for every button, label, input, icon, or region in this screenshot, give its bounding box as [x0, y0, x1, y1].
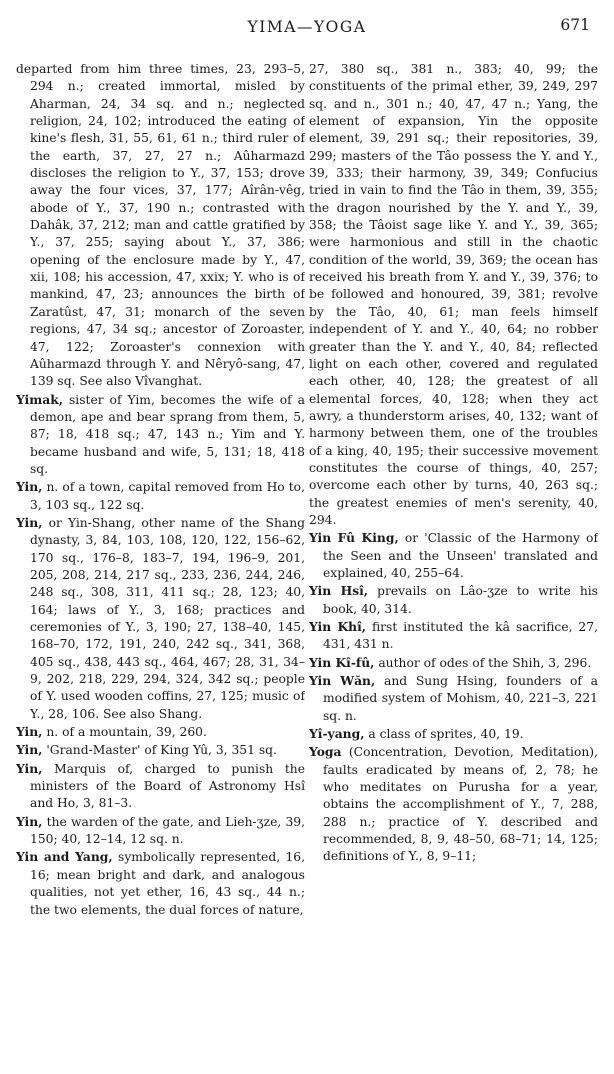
- index-columns: [16, 60, 598, 1060]
- index-entry: Yin and Yang, symbolically represented, 16, 16; mean bright and dark, and analogous qualities, not yet ether, 16, 43 sq., 44 n.; the two elements, the dual forces of nature,: [16, 849, 305, 917]
- index-entry: departed from him three times, 23, 293–5, 294 n.; created immortal, misled by Aharman, 24, 34 sq. and n.; neglected religion, 24, 102; introduced the eating of kine's flesh, 31, 55, 61, 61 n.; third ruler of the earth, 37, 27, 27 n.; Aûharmazd discloses the religion to Y., 37, 153; drove away the four vices, 37, 177; Aîrân-vêg, abode of Y., 37, 190 n.; contrasted with Dahâk, 37, 212; man and cattle gratified by Y., 37, 255; saying about Y., 37, 386; opening of the enclosure made by Y., 47, xii, 108; his accession, 47, xxix; Y. who is of mankind, 47, 23; announces the birth of Zaratûst, 47, 31; monarch of the seven regions, 47, 34 sq.; ancestor of Zoroaster, 47, 122; Zoroaster's connexion with Aûharmazd through Y. and Nêryô-sang, 47, 139 sq. See also Vîvanghat.: [16, 62, 305, 389]
- index-entry: Yin, n. of a town, capital removed from Ho to, 3, 103 sq., 122 sq.: [16, 479, 305, 512]
- running-title: YIMA—YOGA: [247, 18, 367, 36]
- index-entry: Yin Khî, first instituted the kâ sacrifice, 27, 431, 431 n.: [309, 619, 598, 652]
- index-entry: Yin Kî-fû, author of odes of the Shih, 3, 296.: [309, 654, 592, 670]
- right-column: [309, 60, 598, 1060]
- index-entry: Yin Hsî, prevails on Lâo-ʒze to write his book, 40, 314.: [309, 583, 598, 616]
- index-entry: Yî-yang, a class of sprites, 40, 19.: [309, 726, 524, 742]
- index-entry: Yin Fû King, or 'Classic of the Harmony of the Seen and the Unseen' translated and explained, 40, 255–64.: [309, 530, 598, 580]
- index-entry: Yoga (Concentration, Devotion, Meditation), faults eradicated by means of, 2, 78; he who meditates on Purusha for a year, obtains the accomplishment of Y., 7, 288, 288 n.; practice of Y. described and recommended, 8, 9, 48–50, 68–71; 14, 125; definitions of Y., 8, 9–11;: [309, 744, 598, 864]
- index-entry: Yin, Marquis of, charged to punish the ministers of the Board of Astronomy Hsî and Ho, 3, 81–3.: [16, 760, 305, 811]
- index-entry: Yin, or Yin-Shang, other name of the Shang dynasty, 3, 84, 103, 108, 120, 122, 156–62, 170 sq., 176–8, 183–7, 194, 196–9, 201, 205, 208, 214, 217 sq., 233, 236, 244, 246, 248 sq., 308, 311, 411 sq.; 28, 123; 40, 164; laws of Y., 3, 168; practices and ceremonies of Y., 3, 190; 27, 138–40, 145, 168–70, 172, 191, 240, 242 sq., 341, 368, 405 sq., 438, 443 sq., 464, 467; 28, 31, 34–9, 202, 218, 229, 294, 324, 342 sq.; people of Y. used wooden coffins, 27, 125; music of Y., 28, 106. See also Shang.: [16, 514, 305, 721]
- index-entry: Yin, 'Grand-Master' of King Yû, 3, 351 sq.: [16, 742, 277, 758]
- page-number: 671: [560, 16, 590, 34]
- left-column: [16, 60, 305, 1060]
- index-entry: Yin Wăn, and Sung Hsing, founders of a modified system of Mohism, 40, 221–3, 221 sq. n.: [309, 673, 598, 723]
- index-entry: 27, 380 sq., 381 n., 383; 40, 99; the constituents of the primal ether, 39, 249, 297 sq. and n., 301 n.; 40, 47, 47 n.; Yang, the element of expansion, Yin the opposite element, 39, 291 sq.; their repositories, 39, 299; masters of the Tâo possess the Y. and Y., 39, 333; their harmony, 39, 349; Confucius tried in vain to find the Tâo in them, 39, 355; the dragon nourished by the Y. and Y., 39, 358; the Tâoist sage like Y. and Y., 39, 365; were harmonious and still in the chaotic condition of the world, 39, 369; the ocean has received his breath from Y. and Y., 39, 376; to be followed and honoured, 39, 381; revolve by the Tâo, 40, 61; man feels himself independent of Y. and Y., 40, 64; no robber greater than the Y. and Y., 40, 84; reflected light on each other, covered and regulated each other, 40, 128; the greatest of all elemental forces, 40, 128; when they act awry, a thunderstorm arises, 40, 132; want of harmony between them, one of the troubles of a king, 40, 195; their successive movement constitutes the course of things, 40, 257; overcome each other by turns, 40, 263 sq.; the greatest enemies of men's serenity, 40, 294.: [309, 62, 598, 527]
- index-entry: Yin, the warden of the gate, and Lieh-ʒze, 39, 150; 40, 12–14, 12 sq. n.: [16, 813, 305, 847]
- page-header: [16, 16, 598, 40]
- index-entry: Yimak, sister of Yim, becomes the wife of a demon, ape and bear sprang from them, 5, 87; 18, 418 sq.; 47, 143 n.; Yim and Y. became husband and wife, 5, 131; 18, 418 sq.: [16, 391, 305, 476]
- index-entry: Yin, n. of a mountain, 39, 260.: [16, 724, 207, 740]
